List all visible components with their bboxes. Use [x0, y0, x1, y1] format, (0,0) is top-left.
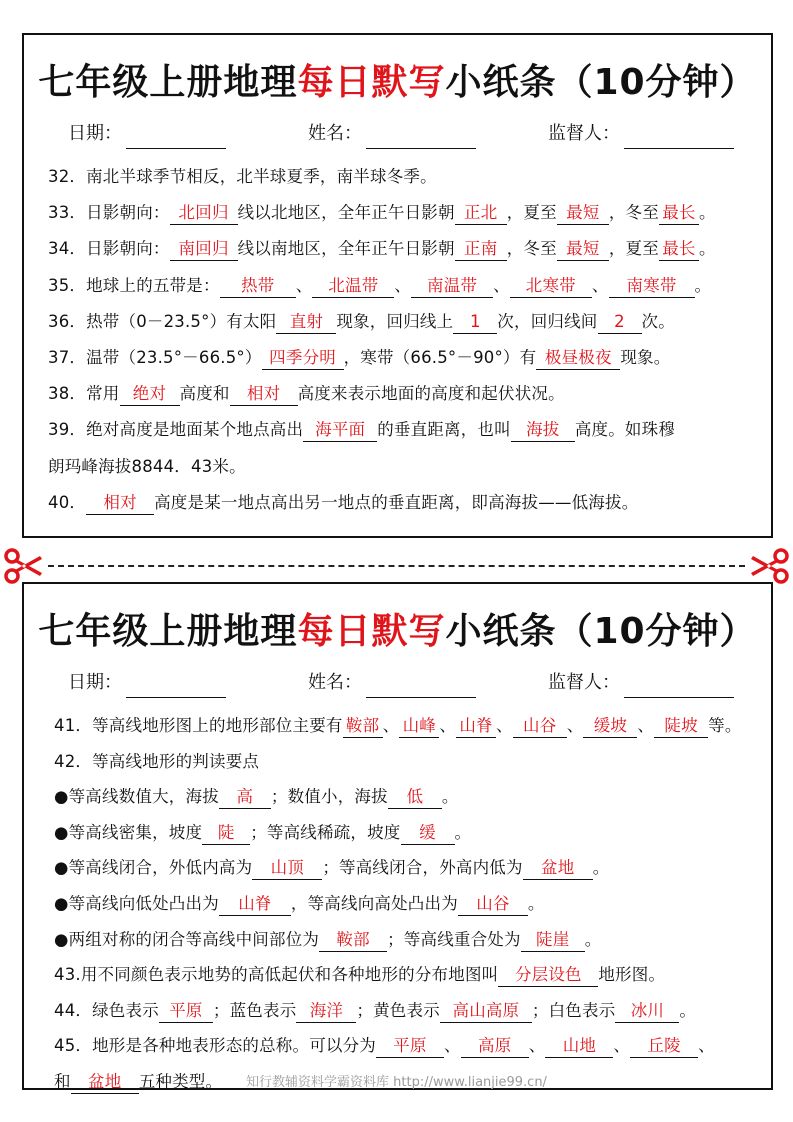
answer-blank: 直射 [276, 311, 336, 334]
card-title [24, 606, 771, 658]
date-field[interactable] [68, 119, 308, 149]
answer-blank: 正南 [455, 238, 507, 261]
separator: 、 [637, 716, 655, 735]
answer-blank: 最长 [659, 238, 699, 261]
q33-text: ，夏至 [506, 203, 557, 223]
question-list [24, 708, 771, 1100]
q35-text: 35．地球上的五带是： [48, 275, 220, 295]
answer-blank: 南寒带 [609, 275, 695, 298]
separator: 、 [444, 1036, 461, 1056]
scissors-icon [4, 547, 44, 585]
q33-text: ，冬至 [608, 203, 659, 223]
answer-blank: 南温带 [411, 275, 493, 298]
b5-text: ●两组对称的闭合等高线中间部位为 [54, 929, 320, 949]
q43-text: 43.用不同颜色表示地势的高低起伏和各种地形的分布地图叫 [54, 965, 499, 985]
answer-blank: 相对 [86, 492, 154, 515]
q40-text: 40． [48, 492, 87, 512]
q45-text: 和 [54, 1071, 71, 1091]
name-label: 姓名： [308, 672, 362, 693]
title-part1: 七年级上册地理 [38, 611, 298, 652]
question-39 [48, 412, 763, 448]
q44-text: ；白色表示 [531, 1000, 616, 1020]
q34-text: ，夏至 [608, 239, 659, 259]
date-blank[interactable] [126, 126, 226, 149]
date-label: 日期： [68, 672, 122, 693]
separator: 、 [591, 275, 609, 295]
question-40 [48, 485, 763, 521]
q44-text: ；蓝色表示 [212, 1000, 297, 1020]
title-highlight: 每日默写 [297, 62, 446, 103]
b3-text: 。 [592, 858, 610, 878]
q35-text: 。 [694, 275, 712, 295]
q36-text: 次。 [641, 311, 675, 331]
answer-blank: 南回归 [170, 238, 238, 261]
question-41 [54, 708, 763, 744]
meta-row [24, 119, 771, 149]
answer-blank: 正北 [455, 202, 507, 225]
q39-text: 高度。如珠穆 [574, 420, 676, 440]
q40-text: 高度是某一地点高出另一地点的垂直距离，即高海拔——低海拔。 [154, 492, 639, 512]
question-43 [54, 957, 763, 993]
q37-text: 37．温带（23.5°－66.5°） [48, 347, 262, 367]
answer-blank: 冰川 [615, 1000, 679, 1023]
answer-blank: 山谷 [458, 893, 528, 916]
q34-text: 34．日影朝向： [48, 239, 170, 259]
answer-blank: 陡 [202, 822, 250, 845]
supervisor-field[interactable] [548, 668, 734, 698]
q43-text: 地形图。 [598, 965, 666, 985]
separator: 、 [493, 275, 510, 295]
answer-blank: 鞍部 [319, 929, 387, 952]
question-37 [48, 340, 763, 376]
b2-text: ●等高线密集，坡度 [54, 822, 203, 842]
dashed-divider [48, 565, 745, 567]
separator: 、 [528, 1036, 546, 1056]
b3-text: ●等高线闭合，外低内高为 [54, 858, 253, 878]
q36-text: 现象，回归线上 [336, 311, 454, 331]
q34-text: 线以南地区，全年正午日影朝 [237, 239, 455, 259]
b2-text: ；等高线稀疏，坡度 [250, 822, 401, 842]
q38-text: 高度和 [179, 384, 230, 404]
title-part3: 小纸条（10分钟） [445, 62, 757, 103]
answer-blank: 北温带 [312, 275, 394, 298]
answer-blank: 分层设色 [498, 964, 598, 987]
b5-text: ；等高线重合处为 [387, 929, 521, 949]
bullet-5 [54, 922, 763, 958]
q33-text: 线以北地区，全年正午日影朝 [237, 203, 455, 223]
q42-text: 42．等高线地形的判读要点 [54, 751, 260, 771]
answer-blank: 缓 [401, 822, 455, 845]
scissors-icon [749, 547, 789, 585]
worksheet-card-1 [22, 33, 773, 538]
q39-text: 39．绝对高度是地面某个地点高出 [48, 420, 304, 440]
separator: 、 [496, 716, 513, 735]
title-highlight: 每日默写 [297, 611, 446, 652]
supervisor-blank[interactable] [624, 675, 734, 698]
b5-text: 。 [584, 929, 602, 949]
q32-text: 32．南北半球季节相反，北半球夏季，南半球冬季。 [48, 167, 437, 186]
supervisor-label: 监督人： [548, 123, 620, 144]
q41-text: 41．等高线地形图上的地形部位主要有 [54, 716, 343, 735]
answer-blank: 缓坡 [583, 715, 637, 738]
answer-blank: 1 [453, 311, 497, 334]
date-label: 日期： [68, 123, 122, 144]
q34-text: 。 [698, 239, 716, 259]
answer-blank: 最短 [557, 202, 609, 225]
b4-text: 。 [527, 893, 545, 913]
q39-text: 的垂直距离，也叫 [377, 420, 511, 440]
b1-text: ；数值小，海拔 [270, 787, 388, 807]
card-title [24, 57, 771, 109]
meta-row [24, 668, 771, 698]
answer-blank: 绝对 [120, 383, 180, 406]
question-44 [54, 993, 763, 1029]
b4-text: ●等高线向低处凸出为 [54, 893, 219, 913]
worksheet-card-2 [22, 582, 773, 1090]
answer-blank: 丘陵 [630, 1035, 698, 1058]
cut-line [0, 559, 793, 573]
question-32 [48, 159, 763, 195]
date-blank[interactable] [126, 675, 226, 698]
bullet-3 [54, 850, 763, 886]
name-label: 姓名： [308, 123, 362, 144]
answer-blank: 海洋 [296, 1000, 356, 1023]
answer-blank: 相对 [230, 383, 298, 406]
answer-blank: 山地 [545, 1035, 613, 1058]
q38-text: 高度来表示地面的高度和起伏状况。 [297, 384, 565, 404]
name-blank[interactable] [366, 675, 476, 698]
answer-blank: 最短 [557, 238, 609, 261]
answer-blank: 北回归 [170, 202, 238, 225]
b1-text: 。 [441, 787, 459, 807]
separator: 、 [295, 275, 313, 295]
answer-blank: 平原 [159, 1000, 213, 1023]
answer-blank: 陡崖 [521, 929, 585, 952]
answer-blank: 高山高原 [440, 1000, 532, 1023]
separator: 、 [439, 716, 457, 735]
bullet-4 [54, 886, 763, 922]
q44-text: ；黄色表示 [356, 1000, 440, 1020]
bullet-1 [54, 779, 763, 815]
question-39-continued [48, 449, 763, 485]
answer-blank: 高原 [461, 1035, 529, 1058]
question-38 [48, 376, 763, 412]
supervisor-field[interactable] [548, 119, 734, 149]
q33-text: 33．日影朝向： [48, 203, 170, 223]
separator: 、 [382, 716, 400, 735]
answer-blank: 陡坡 [654, 715, 708, 738]
separator: 、 [698, 1036, 715, 1056]
question-36 [48, 304, 763, 340]
bullet-2 [54, 815, 763, 851]
answer-blank: 山顶 [252, 857, 322, 880]
q34-text: ，冬至 [506, 239, 557, 259]
supervisor-blank[interactable] [624, 126, 734, 149]
answer-blank: 2 [598, 311, 642, 334]
q37-text: 现象。 [620, 347, 671, 367]
answer-blank: 鞍部 [343, 715, 383, 738]
q44-text: 44．绿色表示 [54, 1000, 159, 1020]
q33-text: 。 [698, 203, 716, 223]
answer-blank: 平原 [376, 1035, 444, 1058]
answer-blank: 山脊 [219, 893, 291, 916]
b2-text: 。 [454, 822, 472, 842]
question-42 [54, 744, 763, 780]
q45-text: 45．地形是各种地表形态的总称。可以分为 [54, 1036, 376, 1056]
answer-blank: 海平面 [303, 419, 377, 442]
answer-blank: 热带 [220, 275, 296, 298]
b1-text: ●等高线数值大，海拔 [54, 787, 219, 807]
q44-text: 。 [679, 1000, 697, 1020]
answer-blank: 山谷 [513, 715, 567, 738]
b4-text: ，等高线向高处凸出为 [290, 893, 458, 913]
footer-watermark: 知行教辅资料学霸资料库 http://www.lianjie99.cn/ [246, 1075, 547, 1090]
q37-text: ，寒带（66.5°－90°）有 [343, 347, 537, 367]
title-part1: 七年级上册地理 [38, 62, 298, 103]
answer-blank: 四季分明 [262, 347, 344, 370]
answer-blank: 北寒带 [510, 275, 592, 298]
date-field[interactable] [68, 668, 308, 698]
name-field[interactable] [308, 668, 548, 698]
separator: 、 [394, 275, 412, 295]
q39-text: 朗玛峰海拔8844．43米。 [48, 456, 246, 476]
question-45 [54, 1028, 763, 1064]
q36-text: 次，回归线间 [497, 311, 598, 331]
answer-blank: 山峰 [399, 715, 439, 738]
q41-text: 等。 [708, 716, 742, 735]
answer-blank: 最长 [659, 202, 699, 225]
q38-text: 38．常用 [48, 384, 120, 404]
question-35 [48, 268, 763, 304]
answer-blank: 极昼极夜 [536, 347, 620, 370]
name-blank[interactable] [366, 126, 476, 149]
answer-blank: 盆地 [523, 857, 593, 880]
answer-blank: 海拔 [511, 419, 575, 442]
q36-text: 36．热带（0－23.5°）有太阳 [48, 311, 277, 331]
name-field[interactable] [308, 119, 548, 149]
answer-blank: 高 [219, 786, 271, 809]
title-part3: 小纸条（10分钟） [445, 611, 757, 652]
separator: 、 [566, 716, 584, 735]
question-34 [48, 231, 763, 267]
answer-blank: 盆地 [71, 1071, 139, 1094]
q45-text: 五种类型。 [138, 1071, 223, 1091]
question-list [24, 159, 771, 521]
answer-blank: 山脊 [456, 715, 496, 738]
b3-text: ；等高线闭合，外高内低为 [322, 858, 523, 878]
supervisor-label: 监督人： [548, 672, 620, 693]
separator: 、 [613, 1036, 631, 1056]
answer-blank: 低 [388, 786, 442, 809]
question-33 [48, 195, 763, 231]
